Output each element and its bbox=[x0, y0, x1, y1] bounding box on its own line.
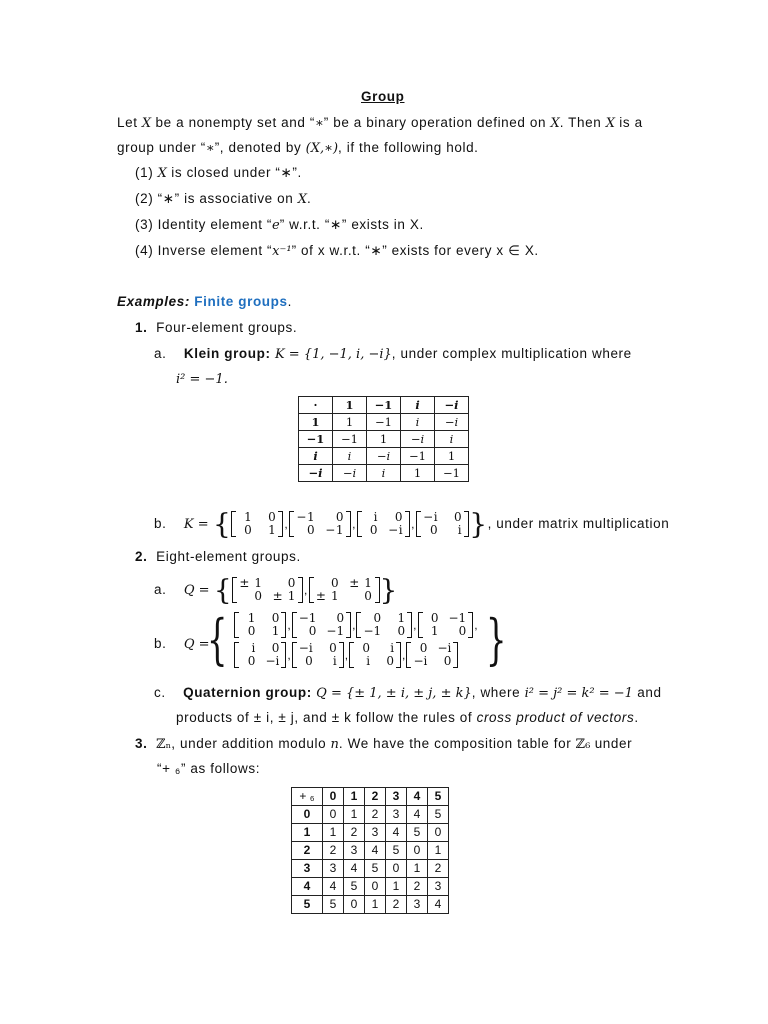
table-cell: 2 bbox=[292, 842, 323, 860]
condition-3: (3) Identity element “e” w.r.t. “∗” exists in X. bbox=[135, 217, 424, 233]
eight-a-line: a. Q = { ± 1 0 0 ± 1 , 0 ± 1 ± 1 0 } bbox=[154, 573, 398, 607]
matrix: i 0 0 −i bbox=[234, 642, 286, 668]
table-row bbox=[299, 431, 469, 448]
table-cell: −1 bbox=[435, 465, 469, 482]
table-cell: 2 bbox=[344, 824, 365, 842]
item-eight-element: 2. Eight-element groups. bbox=[135, 549, 301, 564]
table-cell: 2 bbox=[365, 806, 386, 824]
condition-4: (4) Inverse element “x⁻¹” of x w.r.t. “∗” exists for every x ∈ X. bbox=[135, 243, 539, 259]
table-cell: 0 bbox=[365, 878, 386, 896]
table-cell: 5 bbox=[292, 896, 323, 914]
table-cell: 4 bbox=[407, 806, 428, 824]
matrix: 1 0 0 1 bbox=[231, 511, 283, 537]
matrix: −1 0 0 −1 bbox=[292, 612, 351, 638]
table-cell: 3 bbox=[386, 806, 407, 824]
item-zn-line-2: “+ ₆” as follows: bbox=[157, 761, 261, 776]
table-row bbox=[299, 465, 469, 482]
table-cell: −1 bbox=[367, 414, 401, 431]
table-cell: 3 bbox=[365, 824, 386, 842]
table-cell: 4 bbox=[428, 896, 449, 914]
table-cell: 1 bbox=[365, 896, 386, 914]
klein-group-line: a. Klein group: K = {1, −1, i, −i}, under complex multiplication where bbox=[154, 346, 632, 362]
klein-group-line-2: i² = −1. bbox=[176, 372, 228, 387]
matrix-row: 1 0 0 1 , −1 0 0 −1 , 0 1 −1 0 , 0 −1 1 0 , bbox=[234, 612, 478, 638]
table-cell: 3 bbox=[292, 860, 323, 878]
table-cell: −i bbox=[435, 414, 469, 431]
table-cell: i bbox=[333, 448, 367, 465]
table-row bbox=[292, 842, 449, 860]
page-title: Group bbox=[361, 89, 405, 104]
matrix-row: i 0 0 −i , −i 0 0 i , 0 i i 0 , 0 −i −i 0 bbox=[234, 642, 478, 668]
eight-b-label: b. Q = bbox=[154, 636, 210, 652]
table-cell: 3 bbox=[407, 896, 428, 914]
table-cell: 4 bbox=[344, 860, 365, 878]
table-cell: i bbox=[401, 397, 435, 414]
table-cell: + ₆ bbox=[292, 788, 323, 806]
klein-matrix-line: b. K = { 1 0 0 1 , −1 0 0 −1 , i 0 0 −i , −i 0 0 i }, under matrix multiplication bbox=[154, 507, 670, 541]
table-cell: i bbox=[367, 465, 401, 482]
table-cell: 1 bbox=[292, 824, 323, 842]
table-cell: 3 bbox=[323, 860, 344, 878]
table-cell: −i bbox=[333, 465, 367, 482]
table-row bbox=[292, 824, 449, 842]
table-header-row bbox=[299, 397, 469, 414]
table-cell: 1 bbox=[333, 397, 367, 414]
table-row bbox=[299, 414, 469, 431]
table-cell: 4 bbox=[386, 824, 407, 842]
table-cell: 1 bbox=[344, 788, 365, 806]
table-cell: 1 bbox=[299, 414, 333, 431]
table-cell: 5 bbox=[386, 842, 407, 860]
table-cell: 0 bbox=[344, 896, 365, 914]
matrix: 0 −1 1 0 bbox=[418, 612, 474, 638]
table-cell: 1 bbox=[333, 414, 367, 431]
table-cell: −i bbox=[367, 448, 401, 465]
table-cell: 2 bbox=[323, 842, 344, 860]
eight-b-set: { 1 0 0 1 , −1 0 0 −1 , 0 1 −1 0 , 0 −1 1 0 , i 0 0 −i , −i 0 0 i , 0 i i 0 , 0 −i −i 0 } bbox=[206, 608, 507, 671]
matrix: 0 i i 0 bbox=[349, 642, 401, 668]
table-cell: 0 bbox=[428, 824, 449, 842]
table-row bbox=[292, 878, 449, 896]
table-cell: −1 bbox=[333, 431, 367, 448]
table-cell: 3 bbox=[386, 788, 407, 806]
table-row bbox=[292, 896, 449, 914]
klein-multiplication-table bbox=[298, 396, 469, 482]
table-cell: i bbox=[435, 431, 469, 448]
definition-line-2: group under “∗”, denoted by (X,∗), if the following hold. bbox=[117, 140, 479, 156]
table-cell: 1 bbox=[435, 448, 469, 465]
table-cell: 3 bbox=[428, 878, 449, 896]
definition-line-1: Let X be a nonempty set and “∗” be a binary operation defined on X. Then X is a bbox=[117, 115, 643, 131]
table-cell: −1 bbox=[367, 397, 401, 414]
table-cell: 4 bbox=[292, 878, 323, 896]
table-cell: 5 bbox=[365, 860, 386, 878]
table-cell: −i bbox=[299, 465, 333, 482]
item-zn: 3. ℤₙ, under addition modulo n. We have the composition table for ℤ₆ under bbox=[135, 736, 633, 752]
matrix: −1 0 0 −1 bbox=[289, 511, 351, 537]
table-cell: −i bbox=[401, 431, 435, 448]
table-cell: · bbox=[299, 397, 333, 414]
table-cell: 1 bbox=[323, 824, 344, 842]
table-cell: −i bbox=[435, 397, 469, 414]
table-cell: 2 bbox=[365, 788, 386, 806]
matrix: −i 0 0 i bbox=[292, 642, 344, 668]
table-cell: 0 bbox=[292, 806, 323, 824]
table-cell: 5 bbox=[323, 896, 344, 914]
matrix: ± 1 0 0 ± 1 bbox=[232, 577, 303, 603]
examples-heading: Examples: Finite groups. bbox=[117, 294, 292, 309]
table-cell: 4 bbox=[407, 788, 428, 806]
matrix: 1 0 0 1 bbox=[234, 612, 286, 638]
z6-composition-table bbox=[291, 787, 449, 914]
table-cell: 2 bbox=[407, 878, 428, 896]
matrix: 0 −i −i 0 bbox=[406, 642, 458, 668]
table-cell: 2 bbox=[386, 896, 407, 914]
table-cell: i bbox=[401, 414, 435, 431]
table-row bbox=[299, 448, 469, 465]
table-cell: 3 bbox=[344, 842, 365, 860]
table-cell: 1 bbox=[407, 860, 428, 878]
table-cell: 5 bbox=[428, 788, 449, 806]
table-cell: 0 bbox=[323, 806, 344, 824]
table-cell: i bbox=[299, 448, 333, 465]
table-cell: 5 bbox=[428, 806, 449, 824]
matrix: 0 ± 1 ± 1 0 bbox=[309, 577, 380, 603]
table-cell: 1 bbox=[386, 878, 407, 896]
quaternion-line: c. Quaternion group: Q = {± 1, ± i, ± j, ± k}, where i² = j² = k² = −1 and bbox=[154, 685, 662, 701]
table-cell: 1 bbox=[367, 431, 401, 448]
table-row bbox=[292, 860, 449, 878]
table-cell: 1 bbox=[344, 806, 365, 824]
quaternion-line-2: products of ± i, ± j, and ± k follow the rules of cross product of vectors. bbox=[176, 710, 639, 725]
table-cell: 1 bbox=[401, 465, 435, 482]
table-cell: 1 bbox=[428, 842, 449, 860]
matrix: i 0 0 −i bbox=[357, 511, 410, 537]
table-cell: 5 bbox=[344, 878, 365, 896]
table-cell: 0 bbox=[323, 788, 344, 806]
table-row bbox=[292, 806, 449, 824]
table-cell: 0 bbox=[386, 860, 407, 878]
table-cell: −1 bbox=[299, 431, 333, 448]
condition-2: (2) “∗” is associative on X. bbox=[135, 191, 312, 207]
matrix: −i 0 0 i bbox=[416, 511, 469, 537]
table-cell: 5 bbox=[407, 824, 428, 842]
matrix: 0 1 −1 0 bbox=[356, 612, 412, 638]
condition-1: (1) X is closed under “∗”. bbox=[135, 165, 302, 181]
table-cell: 0 bbox=[407, 842, 428, 860]
table-cell: 4 bbox=[323, 878, 344, 896]
table-cell: −1 bbox=[401, 448, 435, 465]
item-four-element: 1. Four-element groups. bbox=[135, 320, 298, 335]
table-cell: 2 bbox=[428, 860, 449, 878]
table-header-row bbox=[292, 788, 449, 806]
table-cell: 4 bbox=[365, 842, 386, 860]
